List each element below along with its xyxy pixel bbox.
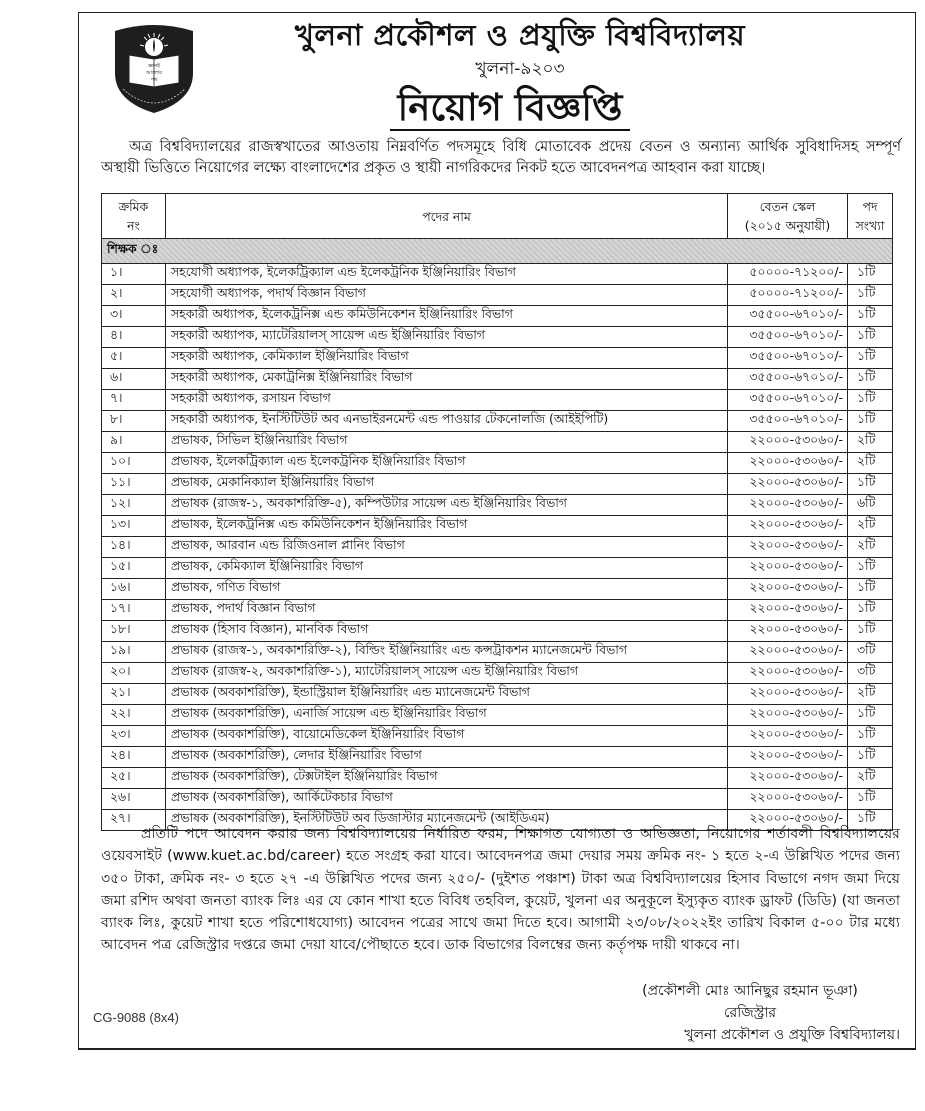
post-count-cell: ১টি: [848, 411, 893, 432]
pay-scale-cell: ২২০০০-৫৩০৬০/-: [728, 474, 848, 495]
header-post: পদের নাম: [166, 194, 728, 239]
pay-scale-cell: ৩৫৫০০-৬৭০১০/-: [728, 411, 848, 432]
header-serial: [102, 194, 166, 239]
pay-scale-cell: ২২০০০-৫৩০৬০/-: [728, 579, 848, 600]
table-row: [102, 306, 893, 327]
post-count-cell: ১টি: [848, 789, 893, 810]
serial-cell: ১৬।: [102, 579, 166, 600]
post-count-cell: ১টি: [848, 600, 893, 621]
post-count-cell: ১টি: [848, 348, 893, 369]
post-name-cell: প্রভাষক, সিভিল ইঞ্জিনিয়ারিং বিভাগ: [166, 432, 728, 453]
serial-cell: ৯।: [102, 432, 166, 453]
serial-cell: ৫।: [102, 348, 166, 369]
serial-cell: ২৪।: [102, 747, 166, 768]
post-name-cell: সহকারী অধ্যাপক, ইনস্টিটিউট অব এনভাইরনমেন্ট এন্ড পাওয়ার টেকনোলজি (আইইপিটি): [166, 411, 728, 432]
table-row: [102, 453, 893, 474]
post-name-cell: প্রভাষক (অবকাশরিক্তি), ইনস্টিটিউট অব ডিজাস্টার ম্যানেজমেন্ট (আইডিএম): [166, 810, 728, 831]
serial-cell: ১১।: [102, 474, 166, 495]
pay-scale-cell: ২২০০০-৫৩০৬০/-: [728, 705, 848, 726]
post-name-cell: প্রভাষক, গণিত বিভাগ: [166, 579, 728, 600]
post-count-cell: ১টি: [848, 558, 893, 579]
post-name-cell: সহকারী অধ্যাপক, কেমিক্যাল ইঞ্জিনিয়ারিং বিভাগ: [166, 348, 728, 369]
post-name-cell: সহযোগী অধ্যাপক, পদার্থ বিজ্ঞান বিভাগ: [166, 285, 728, 306]
pay-scale-cell: ২২০০০-৫৩০৬০/-: [728, 684, 848, 705]
pay-scale-cell: ২২০০০-৫৩০৬০/-: [728, 537, 848, 558]
pay-scale-cell: ২২০০০-৫৩০৬০/-: [728, 768, 848, 789]
header-count-line: পদ: [862, 199, 878, 214]
post-count-cell: ১টি: [848, 390, 893, 411]
post-name-cell: প্রভাষক, আরবান এন্ড রিজিওনাল প্লানিং বিভাগ: [166, 537, 728, 558]
table-row: [102, 432, 893, 453]
serial-cell: ১৯।: [102, 642, 166, 663]
post-name-cell: প্রভাষক (অবকাশরিক্তি), ইন্ডাস্ট্রিয়াল ইঞ্জিনিয়ারিং এন্ড ম্যানেজমেন্ট বিভাগ: [166, 684, 728, 705]
post-name-cell: প্রভাষক, কেমিক্যাল ইঞ্জিনিয়ারিং বিভাগ: [166, 558, 728, 579]
table-row: [102, 642, 893, 663]
post-count-cell: ২টি: [848, 684, 893, 705]
header-scale: [728, 194, 848, 239]
post-count-cell: ১টি: [848, 369, 893, 390]
post-count-cell: ১টি: [848, 621, 893, 642]
table-row: [102, 747, 893, 768]
post-name-cell: প্রভাষক (অবকাশরিক্তি), বায়োমেডিকেল ইঞ্জিনিয়ারিং বিভাগ: [166, 726, 728, 747]
logo-motto-line: আলোর: [146, 70, 162, 76]
pay-scale-cell: ৩৫৫০০-৬৭০১০/-: [728, 306, 848, 327]
post-count-cell: ১টি: [848, 705, 893, 726]
signatory-designation: রেজিস্ট্রার: [723, 1005, 777, 1021]
pay-scale-cell: ২২০০০-৫৩০৬০/-: [728, 600, 848, 621]
post-count-cell: ১টি: [848, 285, 893, 306]
table-row: [102, 537, 893, 558]
post-name-cell: প্রভাষক (রাজস্ব-২, অবকাশরিক্তি-১), ম্যাটেরিয়ালস্ সায়েন্স এন্ড ইঞ্জিনিয়ারিং বিভাগ: [166, 663, 728, 684]
intro-paragraph: [101, 137, 901, 179]
post-count-cell: ৩টি: [848, 663, 893, 684]
header-serial-line: নং: [127, 218, 140, 233]
pay-scale-cell: ৫০০০০-৭১২০০/-: [728, 285, 848, 306]
serial-cell: ২।: [102, 285, 166, 306]
table-row: [102, 369, 893, 390]
post-name-cell: প্রভাষক (হিসাব বিজ্ঞান), মানবিক বিভাগ: [166, 621, 728, 642]
post-name-cell: সহকারী অধ্যাপক, ইলেকট্রনিক্স এন্ড কমিউনিকেশন ইঞ্জিনিয়ারিং বিভাগ: [166, 306, 728, 327]
table-row: [102, 663, 893, 684]
pay-scale-cell: ২২০০০-৫৩০৬০/-: [728, 642, 848, 663]
post-count-cell: ১টি: [848, 726, 893, 747]
pay-scale-cell: ২২০০০-৫৩০৬০/-: [728, 453, 848, 474]
pay-scale-cell: ২২০০০-৫৩০৬০/-: [728, 810, 848, 831]
pay-scale-cell: ২২০০০-৫৩০৬০/-: [728, 516, 848, 537]
instructions-paragraph: [101, 823, 900, 957]
university-crest-icon: [111, 23, 197, 115]
pay-scale-cell: ২২০০০-৫৩০৬০/-: [728, 432, 848, 453]
post-name-cell: প্রভাষক (রাজস্ব-১, অবকাশরিক্তি-২), বিল্ডিং ইঞ্জিনিয়ারিং এন্ড কন্সট্রাকশন ম্যানেজমেন্ট বিভাগ: [166, 642, 728, 663]
serial-cell: ২৬।: [102, 789, 166, 810]
notice-title-text: নিয়োগ বিজ্ঞপ্তি: [390, 86, 631, 131]
table-row: [102, 264, 893, 285]
table-row: [102, 558, 893, 579]
post-count-cell: ১টি: [848, 474, 893, 495]
post-name-cell: প্রভাষক (অবকাশরিক্তি), এনার্জি সায়েন্স এন্ড ইঞ্জিনিয়ারিং বিভাগ: [166, 705, 728, 726]
serial-cell: ১৪।: [102, 537, 166, 558]
post-name-cell: প্রভাষক, ইলেকট্রনিক্স এন্ড কমিউনিকেশন ইঞ্জিনিয়ারিং বিভাগ: [166, 516, 728, 537]
serial-cell: ১৮।: [102, 621, 166, 642]
post-count-cell: ৬টি: [848, 495, 893, 516]
pay-scale-cell: ২২০০০-৫৩০৬০/-: [728, 495, 848, 516]
table-row: [102, 726, 893, 747]
serial-cell: ১৩।: [102, 516, 166, 537]
table-row: [102, 285, 893, 306]
header-scale-line: (২০১৫ অনুযায়ী): [744, 218, 831, 233]
pay-scale-cell: ২২০০০-৫৩০৬০/-: [728, 621, 848, 642]
table-row: [102, 600, 893, 621]
signatory-institution: খুলনা প্রকৌশল ও প্রযুক্তি বিশ্ববিদ্যালয়।: [684, 1027, 900, 1043]
post-count-cell: ১টি: [848, 327, 893, 348]
pay-scale-cell: ৩৫৫০০-৬৭০১০/-: [728, 390, 848, 411]
serial-cell: ১।: [102, 264, 166, 285]
serial-cell: ৮।: [102, 411, 166, 432]
ad-code: CG-9088 (8x4): [93, 1010, 179, 1025]
signature-block: [600, 980, 900, 1046]
table-row: [102, 327, 893, 348]
pay-scale-cell: ২২০০০-৫৩০৬০/-: [728, 789, 848, 810]
serial-cell: ২৭।: [102, 810, 166, 831]
instructions-text: প্রতিটি পদে আবেদন করার জন্য বিশ্ববিদ্যালয়ের নির্ধারিত ফরম, শিক্ষাগত যোগ্যতা ও অভিজ্ঞতা, নিয়োগের শর্তাবলী বিশ্ববিদ্যালয়ের ওয়েবসাইট (www.kuet.ac.bd/career) হতে সংগ্রহ করা যাবে। আবেদনপত্র জমা দেয়ার সময় ক্রমিক নং- ১ হতে ২-এ উল্লিখিত পদের জন্য ৩৫০ টাকা, ক্রমিক নং- ৩ হতে ২৭ -এ উল্লিখিত পদের জন্য ২৫০/- (দুইশত পঞ্চাশ) টাকা অত্র বিশ্ববিদ্যালয়ের হিসাব বিভাগে নগদ জমা দিয়ে জমা রশিদ অথবা জনতা ব্যাংক লিঃ এর যে কোন শাখা হতে বিবিধ তহবিল, কুয়েট, খুলনা এর অনুকূলে ইস্যুকৃত ব্যাংক ড্রাফট (ডিডি) (যা জনতা ব্যাংক লিঃ, কুয়েট শাখা হতে পরিশোধযোগ্য) আবেদন পত্রের সাথে জমা দিতে হবে। আগামী ২৩/০৮/২০২২ইং তারিখ বিকাল ৫-০০ টার মধ্যে আবেদন পত্র রেজিস্ট্রার দপ্তরে জমা দেয়া যাবে/পৌছাতে হবে। ডাক বিভাগের বিলম্বের জন্য কর্তৃপক্ষ দায়ী থাকবে না।: [101, 826, 900, 954]
section-row-teachers: [102, 239, 893, 264]
vacancy-table: [101, 193, 893, 831]
post-name-cell: সহযোগী অধ্যাপক, ইলেকট্রিক্যাল এন্ড ইলেকট্রনিক ইঞ্জিনিয়ারিং বিভাগ: [166, 264, 728, 285]
post-name-cell: প্রভাষক (অবকাশরিক্তি), লেদার ইঞ্জিনিয়ারিং বিভাগ: [166, 747, 728, 768]
table-header-row: [102, 194, 893, 239]
post-name-cell: প্রভাষক, মেকানিক্যাল ইঞ্জিনিয়ারিং বিভাগ: [166, 474, 728, 495]
post-name-cell: সহকারী অধ্যাপক, ম্যাটেরিয়ালস্ সায়েন্স এন্ড ইঞ্জিনিয়ারিং বিভাগ: [166, 327, 728, 348]
table-row: [102, 348, 893, 369]
post-name-cell: প্রভাষক (রাজস্ব-১, অবকাশরিক্তি-৫), কম্পিউটার সায়েন্স এন্ড ইঞ্জিনিয়ারিং বিভাগ: [166, 495, 728, 516]
post-count-cell: ৩টি: [848, 642, 893, 663]
serial-cell: ১৫।: [102, 558, 166, 579]
post-count-cell: ২টি: [848, 516, 893, 537]
pay-scale-cell: ২২০০০-৫৩০৬০/-: [728, 663, 848, 684]
pay-scale-cell: ২২০০০-৫৩০৬০/-: [728, 558, 848, 579]
post-count-cell: ১টি: [848, 264, 893, 285]
table-row: [102, 789, 893, 810]
post-count-cell: ১টি: [848, 306, 893, 327]
serial-cell: ৭।: [102, 390, 166, 411]
header-count: [848, 194, 893, 239]
intro-text: অত্র বিশ্ববিদ্যালয়ের রাজস্বখাতের আওতায় নিম্নবর্ণিত পদসমূহে বিধি মোতাবেক প্রদেয় বেতন ও অন্যান্য আর্থিক সুবিধাদিসহ সম্পূর্ণ অস্থায়ী ভিত্তিতে নিয়োগের লক্ষ্যে বাংলাদেশের প্রকৃত ও স্থায়ী নাগরিকদের নিকট হতে আবেদনপত্র আহবান করা যাচ্ছে।: [101, 139, 901, 176]
university-address: খুলনা-৯২০৩: [475, 59, 565, 79]
pay-scale-cell: ৩৫৫০০-৬৭০১০/-: [728, 369, 848, 390]
signatory-name: (প্রকৌশলী মোঃ আনিছুর রহমান ভূঞা): [642, 983, 858, 999]
serial-cell: ৩।: [102, 306, 166, 327]
serial-cell: ২২।: [102, 705, 166, 726]
table-row: [102, 621, 893, 642]
serial-cell: ১০।: [102, 453, 166, 474]
pay-scale-cell: ২২০০০-৫৩০৬০/-: [728, 747, 848, 768]
pay-scale-cell: ৩৫৫০০-৬৭০১০/-: [728, 327, 848, 348]
table-row: [102, 579, 893, 600]
table-row: [102, 684, 893, 705]
serial-cell: ২০।: [102, 663, 166, 684]
post-count-cell: ২টি: [848, 537, 893, 558]
post-count-cell: ১টি: [848, 747, 893, 768]
table-row: [102, 474, 893, 495]
pay-scale-cell: ২২০০০-৫৩০৬০/-: [728, 726, 848, 747]
header-count-line: সংখ্যা: [855, 218, 885, 233]
table-row: [102, 411, 893, 432]
post-count-cell: ২টি: [848, 453, 893, 474]
section-label: শিক্ষক ঃ: [102, 239, 893, 264]
table-row: [102, 516, 893, 537]
logo-motto-line: পথ: [150, 77, 158, 83]
post-name-cell: প্রভাষক, পদার্থ বিজ্ঞান বিভাগ: [166, 600, 728, 621]
table-row: [102, 495, 893, 516]
table-row: [102, 390, 893, 411]
post-count-cell: ২টি: [848, 768, 893, 789]
post-count-cell: ১টি: [848, 810, 893, 831]
post-count-cell: ২টি: [848, 432, 893, 453]
pay-scale-cell: ৫০০০০-৭১২০০/-: [728, 264, 848, 285]
serial-cell: ১২।: [102, 495, 166, 516]
post-name-cell: সহকারী অধ্যাপক, রসায়ন বিভাগ: [166, 390, 728, 411]
post-name-cell: প্রভাষক, ইলেকট্রিক্যাল এন্ড ইলেকট্রনিক ইঞ্জিনিয়ারিং বিভাগ: [166, 453, 728, 474]
notice-title: [300, 86, 720, 130]
logo-motto-line: জ্ঞানই: [148, 63, 160, 69]
table-row: [102, 768, 893, 789]
serial-cell: ২১।: [102, 684, 166, 705]
serial-cell: ২৫।: [102, 768, 166, 789]
pay-scale-cell: ৩৫৫০০-৬৭০১০/-: [728, 348, 848, 369]
table-row: [102, 705, 893, 726]
serial-cell: ৬।: [102, 369, 166, 390]
university-name: খুলনা প্রকৌশল ও প্রযুক্তি বিশ্ববিদ্যালয়: [294, 18, 746, 52]
post-name-cell: প্রভাষক (অবকাশরিক্তি), আর্কিটেকচার বিভাগ: [166, 789, 728, 810]
post-name-cell: সহকারী অধ্যাপক, মেকাট্রনিক্স ইঞ্জিনিয়ারিং বিভাগ: [166, 369, 728, 390]
serial-cell: ১৭।: [102, 600, 166, 621]
header-serial-line: ক্রমিক: [118, 199, 149, 214]
post-name-cell: প্রভাষক (অবকাশরিক্তি), টেক্সটাইল ইঞ্জিনিয়ারিং বিভাগ: [166, 768, 728, 789]
header-scale-line: বেতন স্কেল: [759, 199, 816, 214]
serial-cell: ২৩।: [102, 726, 166, 747]
serial-cell: ৪।: [102, 327, 166, 348]
post-count-cell: ১টি: [848, 579, 893, 600]
